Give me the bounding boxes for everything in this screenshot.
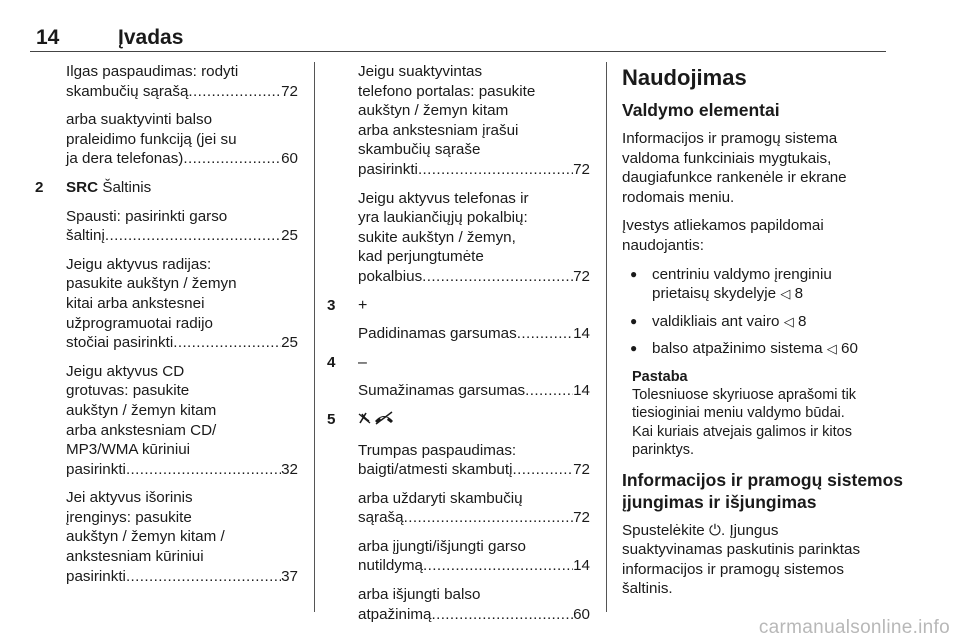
text-line: suaktyvinamas paskutinis parinktas [622,541,861,559]
item-label: Šaltinis [102,178,152,196]
page-ref[interactable]: 60 [841,340,858,358]
watermark: carmanualsonline.info [758,617,950,638]
leader-dots [126,460,281,480]
page-ref[interactable]: 25 [281,334,298,352]
text-line: rodomais meniu. [622,188,735,206]
column-divider-2 [606,62,607,612]
toc-line[interactable] [66,333,298,353]
text-line: Kai kuriais atvejais galimos ir kitos [632,423,852,440]
numbered-item-5 [327,410,590,432]
toc-line[interactable] [66,226,298,246]
paragraph [358,324,590,344]
text-line: Jeigu aktyvus radijas: [66,255,212,273]
page-header [30,26,886,54]
toc-label: stočiai pasirinkti [66,334,174,352]
text-line: arba uždaryti skambučių [358,489,523,507]
text-line: praleidimo funkciją (jei su [66,130,237,148]
text-line: aukštyn / žemyn kitam [358,102,509,120]
paragraph [66,362,298,480]
heading-line: įjungimas ir išjungimas [622,491,817,512]
toc-line[interactable] [358,160,590,180]
list-item [622,312,890,332]
toc-label: sąrašą [358,509,404,527]
toc-label: ja dera telefonas) [66,150,184,168]
item-number: 4 [327,353,336,371]
text-line: šaltinis. [622,580,673,598]
toc-label: pasirinkti [358,160,418,178]
text-line: pasukite aukštyn / žemyn [66,275,237,293]
paragraph [358,381,590,401]
text-line: Ilgas paspaudimas: rodyti [66,63,239,80]
toc-line[interactable] [358,605,590,625]
subsection-heading: Valdymo elementai [622,100,780,120]
leader-dots [512,460,573,480]
text-fragment: balso atpažinimo sistema [652,340,823,358]
text-fragment: Spustelėkite [622,521,705,539]
paragraph [358,585,590,624]
column-1 [35,62,298,595]
text-line: valdoma funkciniais mygtukais, [622,149,832,167]
page-ref[interactable]: 72 [573,267,590,285]
page-ref[interactable]: 32 [281,460,298,478]
numbered-item-2 [35,178,298,198]
text-line: informacijos ir pramogų sistemos [622,560,844,578]
text-line: Spausti: pasirinkti garso [66,207,228,225]
text-line: tiesioginiai meniu valdymo būdai. [632,405,845,422]
text-line: MP3/WMA kūriniui [66,441,191,459]
toc-label: pokalbius [358,267,423,285]
item-number: 2 [35,178,44,196]
page-ref[interactable]: 14 [573,557,590,575]
page-number: 14 [36,26,60,49]
page-ref[interactable]: 8 [794,285,804,303]
page-ref[interactable]: 14 [573,382,590,400]
mute-hangup-icon-svg [358,410,398,426]
leader-dots [404,508,574,528]
paragraph [66,62,298,101]
column-2 [327,62,590,633]
item-number: 3 [327,296,336,314]
text-line: aukštyn / žemyn kitam / [66,528,225,546]
leader-dots [173,333,281,353]
text-line [652,312,890,332]
page-ref-arrow-icon: ◁ [826,341,837,357]
toc-label: pasirinkti [66,460,126,478]
text-line: arba suaktyvinti balso [66,111,213,129]
toc-label: skambučių sąrašą [66,82,189,100]
toc-label: atpažinimą [358,605,432,623]
paragraph [66,207,298,246]
toc-label: šaltinį [66,227,105,245]
page-ref[interactable]: 37 [281,567,298,585]
leader-dots [431,605,573,625]
column-3 [622,64,904,608]
leader-dots [183,149,281,169]
page-ref[interactable]: 72 [573,160,590,178]
list-item [622,265,890,304]
text-line: grotuvas: pasukite [66,382,190,400]
plus-icon: + [358,296,369,314]
text-line: Jeigu aktyvus CD [66,362,185,380]
minus-icon: – [358,353,368,371]
toc-line[interactable] [66,149,298,169]
text-line: kad perjungtumėte [358,248,484,266]
paragraph [358,189,590,287]
note-title: Pastaba [632,368,688,385]
page-ref[interactable]: 60 [573,605,590,623]
text-line: arba ankstesniam įrašui [358,121,519,139]
toc-label: Sumažinamas garsumas [358,382,526,400]
text-line: yra laukiančiųjų pokalbių: [358,209,528,227]
column-divider-1 [314,62,315,612]
note-block [622,368,890,460]
text-line: naudojantis: [622,236,704,254]
header-rule [30,51,886,52]
text-line: parinktys. [632,442,695,459]
text-line: arba išjungti balso [358,586,481,604]
page-ref[interactable]: 8 [797,312,807,330]
text-fragment: . Įjungus [721,521,779,539]
page-ref[interactable]: 14 [573,325,590,343]
leader-dots [418,160,573,180]
page-ref[interactable]: 60 [281,150,298,168]
src-button-label: SRC [66,178,99,196]
page-ref-arrow-icon: ◁ [783,313,794,329]
leader-dots [126,567,281,587]
text-line: arba ankstesniam CD/ [66,421,217,439]
toc-line[interactable] [358,267,590,287]
text-line: Informacijos ir pramogų sistema [622,130,838,147]
text-line: Jeigu aktyvus telefonas ir [358,189,529,207]
text-line: Jei aktyvus išorinis [66,489,193,507]
leader-dots [517,324,573,344]
mute-hangup-icon [358,413,398,430]
paragraph [66,488,298,586]
toc-line[interactable] [358,381,590,401]
leader-dots [422,267,573,287]
text-line: Tolesniuose skyriuose aprašomi tik [632,386,857,403]
text-fragment: prietaisų skydelyje [652,285,777,303]
toc-line[interactable] [66,82,298,102]
paragraph [66,255,298,353]
text-line: ankstesniam kūriniui [66,548,204,566]
text-line: užprogramuotai radijo [66,314,213,332]
toc-line[interactable] [66,460,298,480]
page-ref[interactable]: 72 [573,461,590,479]
text-line: skambučių sąraše [358,141,481,159]
text-line: daugiafunkce rankenėle ir ekrane [622,169,847,187]
numbered-item-3 [327,296,590,316]
numbered-item-4 [327,353,590,373]
text-line [652,284,890,304]
paragraph [358,441,590,480]
item-number: 5 [327,410,336,428]
text-line: Įvestys atliekamos papildomai [622,217,824,235]
text-line: Trumpas paspaudimas: [358,441,517,459]
text-line: Jeigu suaktyvintas [358,63,483,80]
text-line: arba įjungti/išjungti garso [358,537,527,555]
toc-line[interactable] [358,460,590,480]
toc-label: pasirinkti [66,567,126,585]
toc-line[interactable] [358,556,590,576]
paragraph [622,129,890,207]
toc-line[interactable] [358,508,590,528]
page-title: Įvadas [118,26,184,49]
page-ref-arrow-icon: ◁ [780,286,791,302]
toc-label: baigti/atmesti skambutį [358,461,513,479]
paragraph [358,489,590,528]
text-line: įrenginys: pasukite [66,508,192,526]
paragraph [66,110,298,169]
paragraph [622,521,890,599]
bullet-list [622,265,890,359]
section-heading: Naudojimas [622,65,747,90]
paragraph [358,62,590,180]
leader-dots [423,556,573,576]
heading-line: Informacijos ir pramogų sistemos [622,469,904,490]
toc-label: nutildymą [358,557,423,575]
subsection-heading [622,469,904,513]
text-line: aukštyn / žemyn kitam [66,401,217,419]
toc-line[interactable] [66,567,298,587]
text-line [622,521,890,541]
text-line: telefono portalas: pasukite [358,82,536,100]
paragraph [358,537,590,576]
text-fragment: valdikliais ant vairo [652,312,780,330]
list-item [622,339,890,359]
text-line [652,339,890,359]
page-ref[interactable]: 25 [281,227,298,245]
power-icon: ⏻ [708,521,721,539]
page-ref[interactable]: 72 [573,509,590,527]
toc-label: Padidinamas garsumas [358,325,517,343]
paragraph [622,216,890,255]
toc-line[interactable] [358,324,590,344]
text-line: kitai arba ankstesnei [66,294,205,312]
leader-dots [525,381,573,401]
leader-dots [188,82,281,102]
text-line: sukite aukštyn / žemyn, [358,228,516,246]
leader-dots [105,226,281,246]
page-ref[interactable]: 72 [281,82,298,100]
text-line: ● centriniu valdymo įrenginiu [652,265,832,283]
